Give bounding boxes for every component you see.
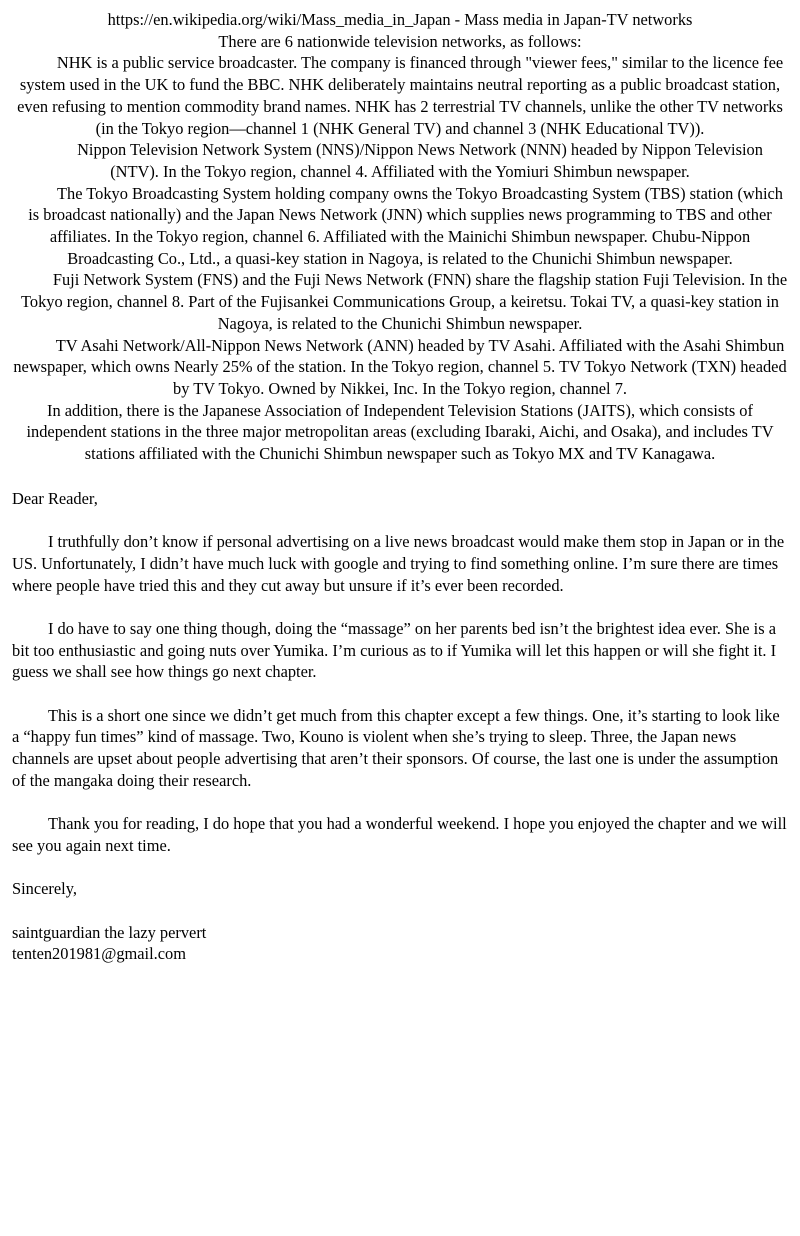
letter-paragraph: I do have to say one thing though, doing the “massage” on her parents bed isn’t the brightest idea ever. She is a bit too enthusiastic and going nuts over Yumika. I’m curious as to if Yumika will let this happen or will she fight it. I guess we shall see how things go next chapter. — [12, 618, 777, 682]
network-jaits-paragraph: In addition, there is the Japanese Association of Independent Television Stations (JAITS), which consists of independent stations in the three major metropolitan areas (excluding Ibaraki, Aichi, and Osaka), and includes TV stations affiliated with the Chunichi Shimbun newspaper such as Tokyo MX and TV Kanagawa. — [26, 400, 774, 464]
network-nns-paragraph: Nippon Television Network System (NNS)/Nippon News Network (NNN) headed by Nippon Television (NTV). In the Tokyo region, channel 4. Affiliated with the Yomiuri Shimbun newspaper. — [77, 140, 763, 181]
source-line: https://en.wikipedia.org/wiki/Mass_media_in_Japan - Mass media in Japan-TV networks — [107, 10, 693, 29]
networks-intro: There are 6 nationwide television networks, as follows: — [218, 31, 582, 51]
network-tbs-paragraph: The Tokyo Broadcasting System holding company owns the Tokyo Broadcasting System (TBS) station (which is broadcast nationally) and the Japan News Network (JNN) which supplies news programming to TBS and other affiliates. In the Tokyo region, channel 6. Affiliated with the Mainichi Shimbun newspaper. Chubu-Nippon Broadcasting Co., Ltd., a quasi-key station in Nagoya, is related to the Chunichi Shimbun newspaper. — [28, 183, 783, 268]
letter-paragraph: Thank you for reading, I do hope that you had a wonderful weekend. I hope you enjoyed the chapter and we will see you again next time. — [12, 814, 787, 855]
signature-name: saintguardian the lazy pervert — [12, 922, 207, 942]
letter-section — [12, 488, 788, 965]
network-info-section — [12, 9, 788, 465]
signature-email: tenten201981@gmail.com — [12, 944, 186, 964]
network-nhk-paragraph: NHK is a public service broadcaster. The company is financed through "viewer fees," similar to the licence fee system used in the UK to fund the BBC. NHK deliberately maintains neutral reporting as a public broadcast station, even refusing to mention commodity brand names. NHK has 2 terrestrial TV channels, unlike the other TV networks (in the Tokyo region—channel 1 (NHK General TV) and channel 3 (NHK Educational TV)). — [17, 53, 784, 138]
letter-paragraph: I truthfully don’t know if personal advertising on a live news broadcast would make them stop in Japan or in the US. Unfortunately, I didn’t have much luck with google and trying to find something online. I’m sure there are times where people have tried this and they cut away but unsure if it’s ever been recorded. — [12, 532, 785, 595]
letter-salutation: Dear Reader, — [12, 488, 98, 508]
network-fns-paragraph: Fuji Network System (FNS) and the Fuji News Network (FNN) share the flagship station Fuji Television. In the Tokyo region, channel 8. Part of the Fujisankei Communications Group, a keiretsu. Tokai TV, a quasi-key station in Nagoya, is related to the Chunichi Shimbun newspaper. — [21, 270, 788, 333]
letter-paragraph: This is a short one since we didn’t get much from this chapter except a few things. One, it’s starting to look like a “happy fun times” kind of massage. Two, Kouno is violent when she’s trying to sleep. Three, the Japan news channels are upset about people advertising that aren’t their sponsors. Of course, the last one is under the assumption of the mangaka doing their research. — [12, 705, 780, 790]
network-ann-txn-paragraph: TV Asahi Network/All-Nippon News Network (ANN) headed by TV Asahi. Affiliated with the Asahi Shimbun newspaper, which owns Nearly 25% of the station. In the Tokyo region, channel 5. TV Tokyo Network (TXN) headed by TV Tokyo. Owned by Nikkei, Inc. In the Tokyo region, channel 7. — [13, 335, 787, 398]
letter-closing: Sincerely, — [12, 879, 77, 899]
